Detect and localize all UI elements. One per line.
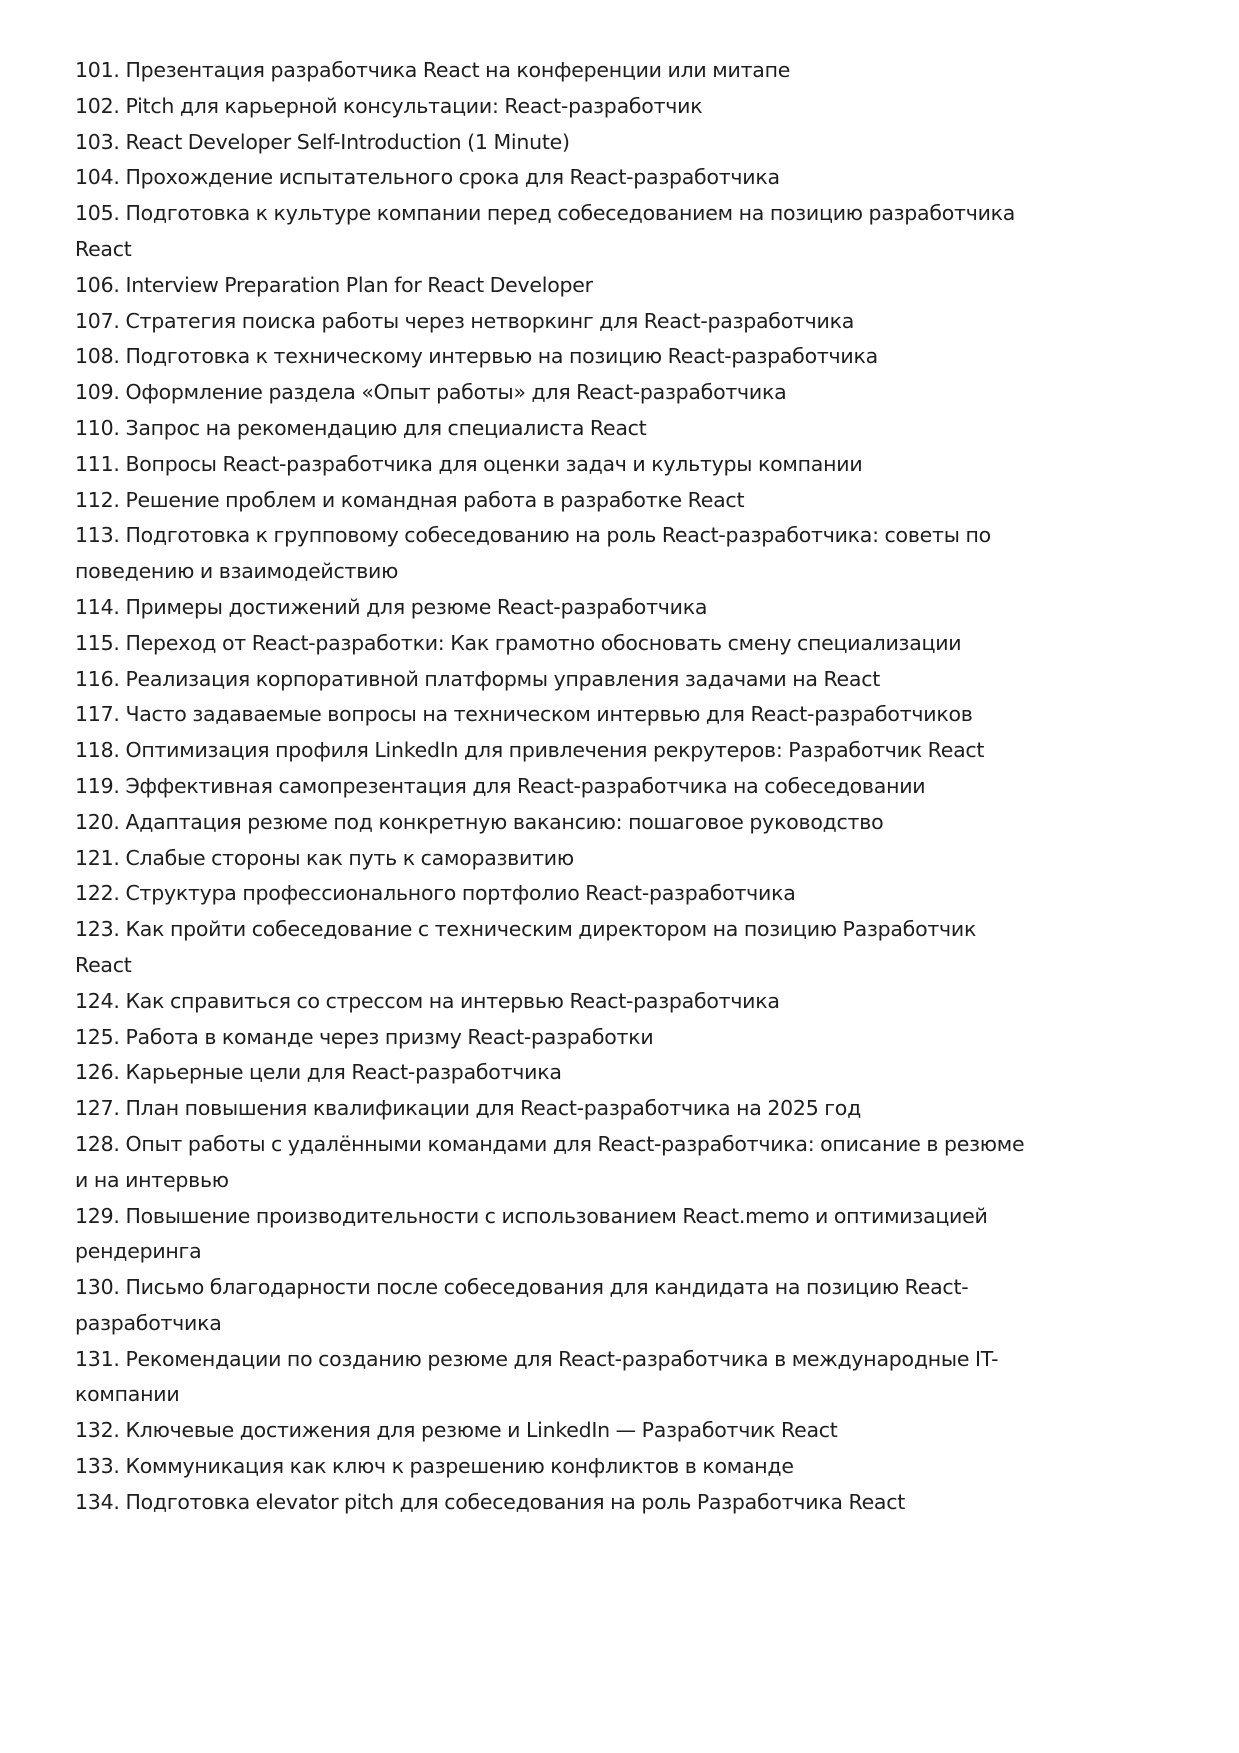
item-text: Коммуникация как ключ к разрешению конфликтов в команде — [125, 1454, 794, 1479]
item-text: Подготовка elevator pitch для собеседования на роль Разработчика React — [125, 1489, 906, 1514]
item-text: Структура профессионального портфолио React-разработчика — [125, 881, 796, 906]
list-item — [75, 447, 1025, 483]
item-text: Презентация разработчика React на конференции или митапе — [125, 58, 791, 82]
item-text: Запрос на рекомендацию для специалиста React — [125, 415, 647, 440]
item-text: Переход от React-разработки: Как грамотно обосновать смену специализации — [125, 630, 962, 655]
item-text: Стратегия поиска работы через нетворкинг для React-разработчика — [125, 308, 855, 333]
item-text: Опыт работы с удалёнными командами для React-разработчика: описание в резюме и на интервью — [75, 1131, 1025, 1192]
item-text: Ключевые достижения для резюме и LinkedIn — Разработчик React — [125, 1418, 838, 1443]
item-number: 133. — [75, 1454, 120, 1479]
item-number: 118. — [75, 738, 120, 763]
item-text: React Developer Self-Introduction (1 Minute) — [125, 129, 570, 154]
list-item — [75, 590, 1025, 626]
item-text: Примеры достижений для резюме React-разработчика — [125, 594, 708, 619]
list-item — [75, 483, 1025, 519]
list-item — [75, 1270, 1025, 1342]
item-number: 119. — [75, 773, 120, 798]
item-number: 101. — [75, 58, 120, 82]
list-item — [75, 662, 1025, 698]
list-item — [75, 912, 1025, 984]
item-text: Подготовка к культуре компании перед собеседованием на позицию разработчика React — [75, 201, 1016, 261]
item-number: 102. — [75, 93, 120, 118]
item-text: Рекомендации по созданию резюме для React-разработчика в международные IT-компании — [75, 1346, 999, 1407]
list-item — [75, 769, 1025, 805]
item-text: Работа в команде через призму React-разработки — [125, 1024, 654, 1049]
list-item — [75, 53, 1025, 89]
list-item — [75, 268, 1025, 304]
item-number: 128. — [75, 1131, 120, 1156]
item-text: Вопросы React-разработчика для оценки задач и культуры компании — [125, 451, 863, 476]
item-number: 110. — [75, 415, 120, 440]
list-item — [75, 196, 1025, 268]
item-number: 131. — [75, 1346, 120, 1371]
item-number: 132. — [75, 1418, 120, 1443]
item-number: 107. — [75, 308, 120, 333]
list-item — [75, 89, 1025, 125]
item-text: Повышение производительности с использованием React.memo и оптимизацией рендеринга — [75, 1203, 988, 1264]
item-number: 117. — [75, 702, 120, 727]
item-number: 120. — [75, 809, 120, 834]
document-page — [75, 53, 1025, 1521]
list-item — [75, 984, 1025, 1020]
item-text: Как справиться со стрессом на интервью React-разработчика — [125, 988, 780, 1013]
list-item — [75, 841, 1025, 877]
item-number: 116. — [75, 666, 120, 691]
item-text: Interview Preparation Plan for React Developer — [125, 272, 593, 297]
list-item — [75, 1127, 1025, 1199]
item-text: Слабые стороны как путь к саморазвитию — [125, 845, 574, 870]
item-text: Карьерные цели для React-разработчика — [125, 1060, 562, 1085]
list-item — [75, 1485, 1025, 1521]
item-number: 134. — [75, 1489, 120, 1514]
item-text: Прохождение испытательного срока для React-разработчика — [125, 165, 780, 190]
list-item — [75, 876, 1025, 912]
item-text: Как пройти собеседование с техническим директором на позицию Разработчик React — [75, 917, 977, 977]
item-text: Оформление раздела «Опыт работы» для React-разработчика — [125, 380, 787, 405]
item-number: 109. — [75, 380, 120, 405]
item-number: 114. — [75, 594, 120, 619]
item-number: 113. — [75, 523, 120, 548]
item-text: Часто задаваемые вопросы на техническом интервью для React-разработчиков — [125, 702, 973, 727]
item-text: Решение проблем и командная работа в разработке React — [125, 487, 745, 512]
item-number: 122. — [75, 881, 120, 906]
list-item — [75, 518, 1025, 590]
item-number: 111. — [75, 451, 120, 476]
list-item — [75, 697, 1025, 733]
item-number: 108. — [75, 344, 120, 369]
item-number: 112. — [75, 487, 120, 512]
item-number: 126. — [75, 1060, 120, 1085]
list-item — [75, 1199, 1025, 1271]
item-number: 130. — [75, 1275, 120, 1300]
item-text: Подготовка к групповому собеседованию на роль React-разработчика: советы по поведению и взаимодействию — [75, 523, 991, 584]
item-number: 115. — [75, 630, 120, 655]
item-number: 103. — [75, 129, 120, 154]
list-item — [75, 805, 1025, 841]
item-number: 123. — [75, 917, 120, 942]
item-text: План повышения квалификации для React-разработчика на 2025 год — [125, 1096, 862, 1121]
item-text: Адаптация резюме под конкретную вакансию: пошаговое руководство — [125, 809, 884, 834]
item-number: 104. — [75, 165, 120, 190]
list-item — [75, 626, 1025, 662]
list-item — [75, 1449, 1025, 1485]
list-item — [75, 1091, 1025, 1127]
item-text: Оптимизация профиля LinkedIn для привлечения рекрутеров: Разработчик React — [125, 738, 985, 763]
item-text: Письмо благодарности после собеседования для кандидата на позицию React-разработчика — [75, 1275, 969, 1335]
list-item — [75, 733, 1025, 769]
list-item — [75, 125, 1025, 161]
item-number: 106. — [75, 272, 120, 297]
item-number: 121. — [75, 845, 120, 870]
list-item — [75, 304, 1025, 340]
item-number: 105. — [75, 201, 120, 226]
list-item — [75, 1342, 1025, 1414]
list-item — [75, 375, 1025, 411]
item-number: 124. — [75, 988, 120, 1013]
item-number: 129. — [75, 1203, 120, 1228]
list-item — [75, 1055, 1025, 1091]
item-number: 125. — [75, 1024, 120, 1049]
list-item — [75, 411, 1025, 447]
item-text: Pitch для карьерной консультации: React-разработчик — [125, 93, 703, 118]
item-number: 127. — [75, 1096, 120, 1121]
item-text: Подготовка к техническому интервью на позицию React-разработчика — [125, 344, 878, 369]
list-item — [75, 339, 1025, 375]
item-text: Эффективная самопрезентация для React-разработчика на собеседовании — [125, 773, 926, 798]
list-item — [75, 1413, 1025, 1449]
list-item — [75, 1020, 1025, 1056]
list-item — [75, 160, 1025, 196]
item-text: Реализация корпоративной платформы управления задачами на React — [125, 666, 881, 691]
numbered-list — [75, 53, 1025, 1521]
